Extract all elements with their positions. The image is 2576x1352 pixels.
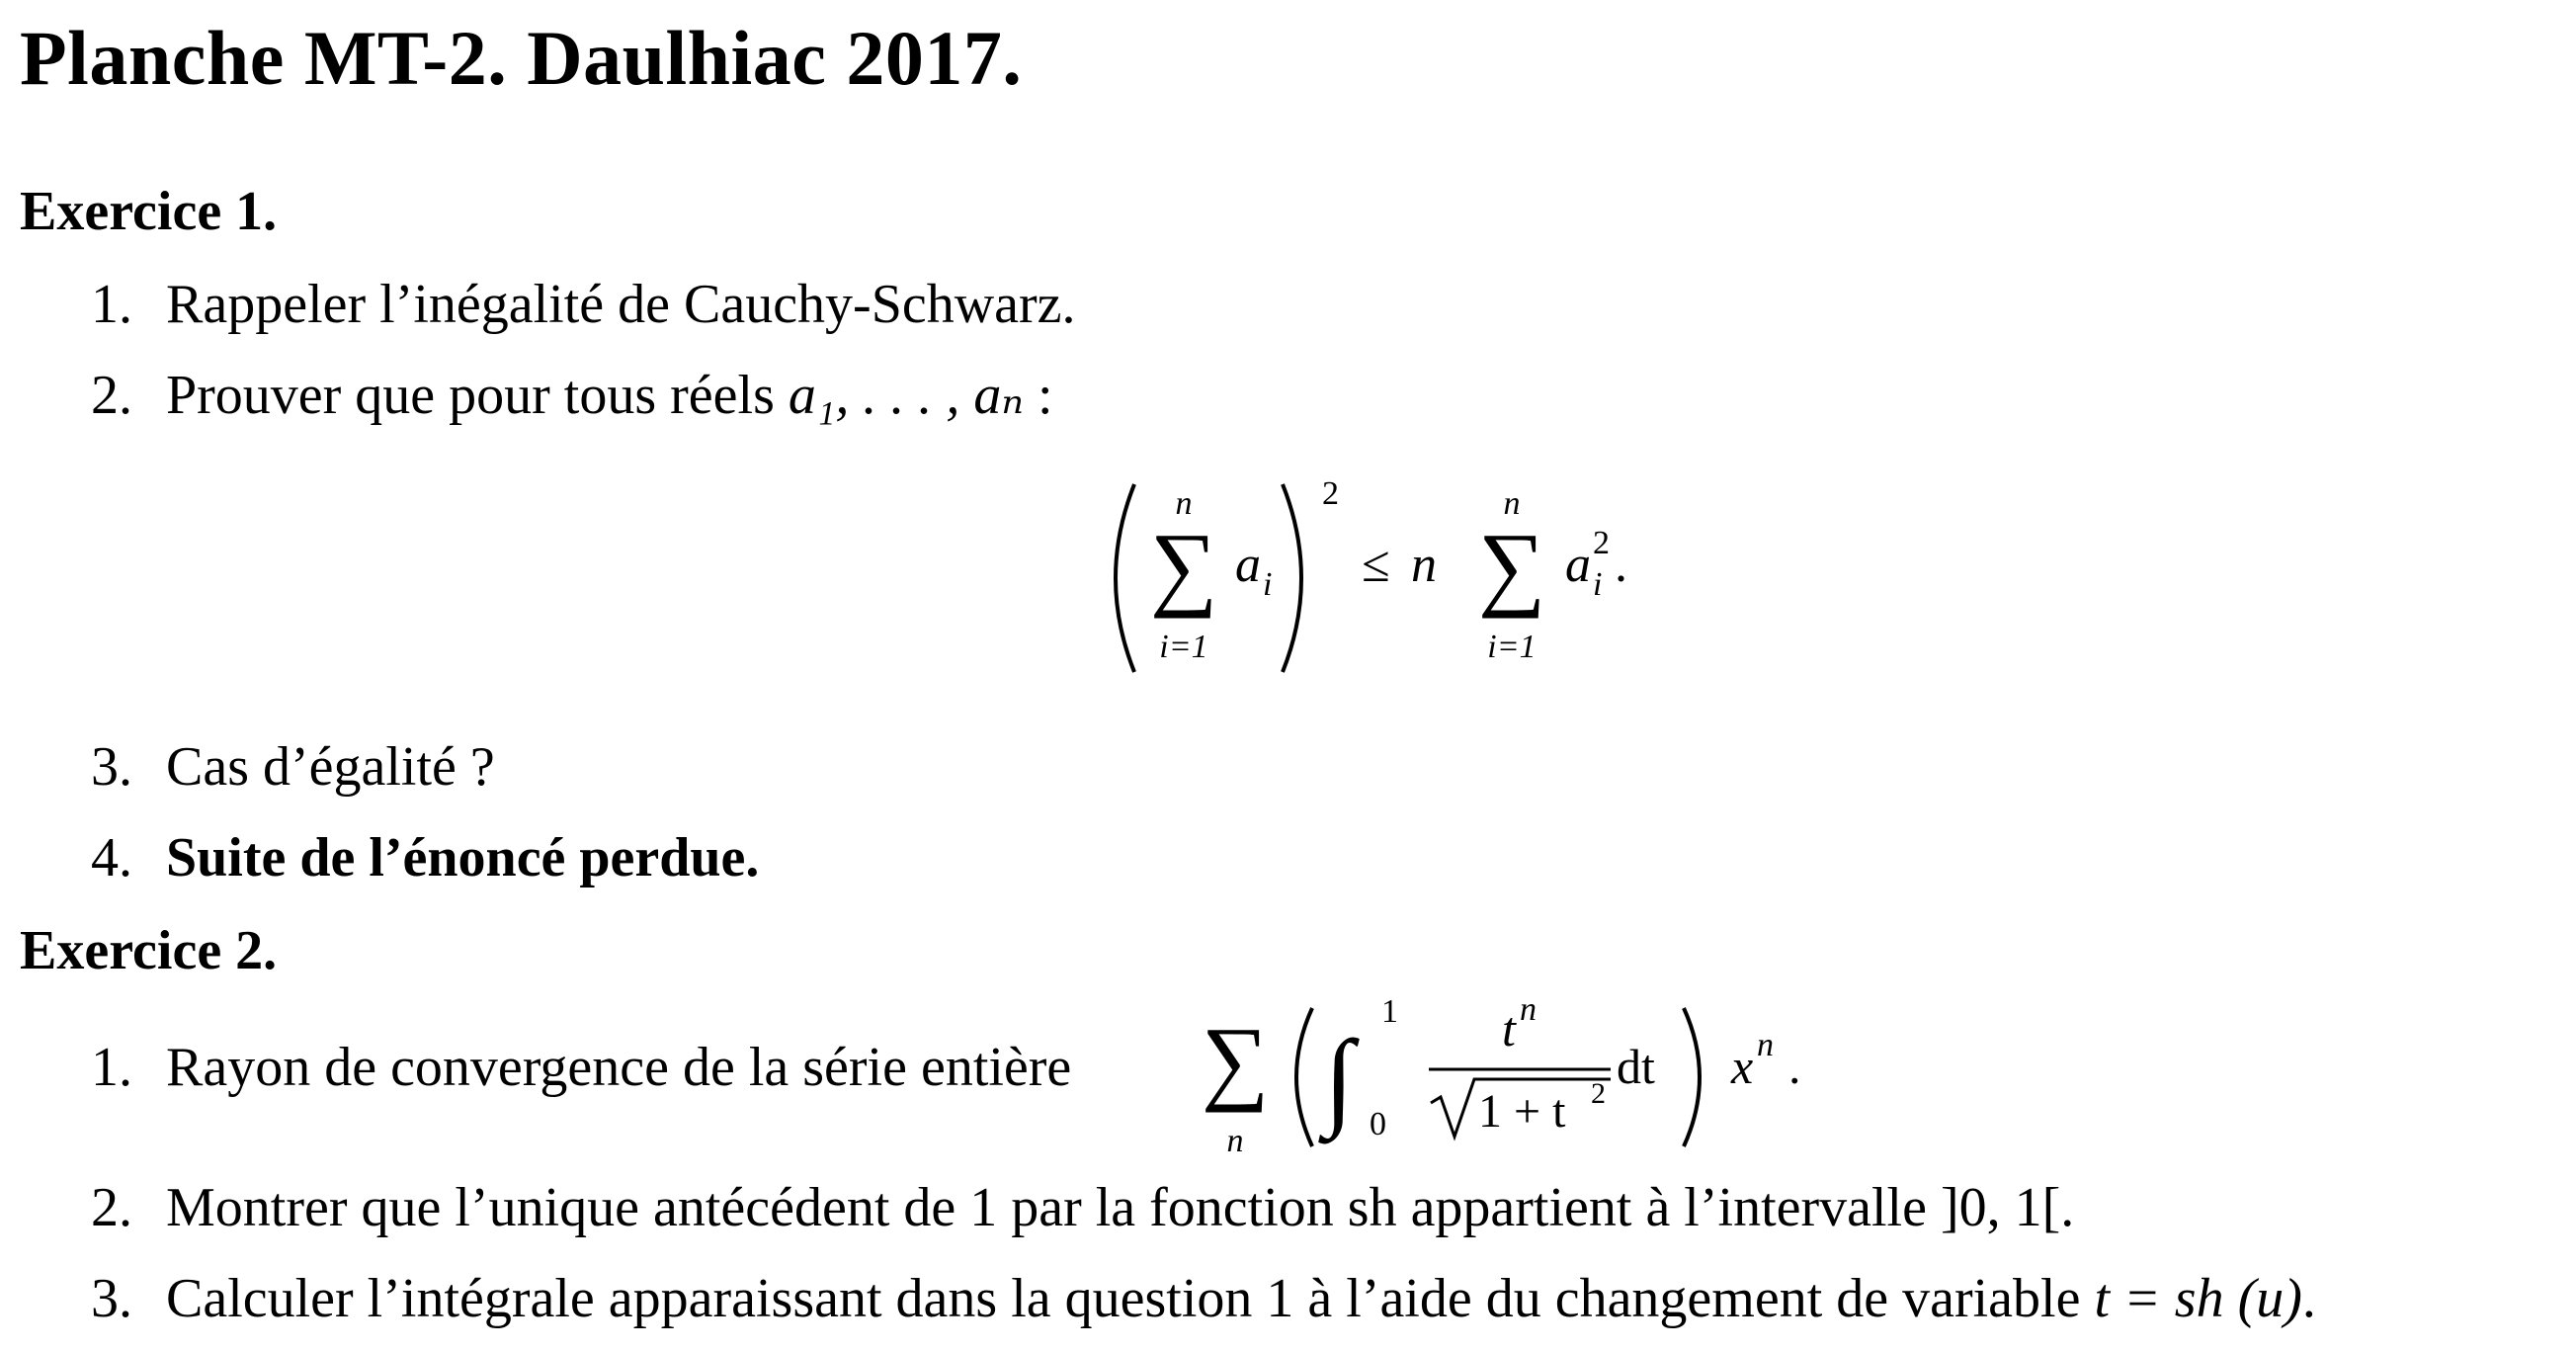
lhs-term-sub: i [1263,566,1273,603]
fraction-numerator-sup: n [1520,991,1537,1028]
integral-lower: 0 [1370,1106,1386,1142]
integral-upper: 1 [1381,993,1398,1030]
exercise-2-item-1 [91,1037,1072,1098]
right-parenthesis [1283,484,1301,672]
exercise-2-item-3 [91,1268,2316,1329]
item-number: 3. [91,736,132,798]
item-number: 1. [91,1037,132,1098]
item-text: Rappeler l’inégalité de Cauchy-Schwarz. [166,274,1076,335]
item-text-end: . [2301,1268,2316,1329]
lhs-exponent: 2 [1322,475,1339,512]
rhs-term: a [1565,537,1591,593]
lhs-term: a [1235,537,1261,593]
series-sigma: ∑ [1201,1007,1270,1113]
item-text: Rayon de convergence de la série entière [166,1037,1072,1098]
rhs-factor: n [1411,537,1437,593]
lhs-sigma: ∑ [1149,513,1218,619]
exercise-2-item-2 [91,1177,2075,1238]
fraction-numerator: t [1502,1001,1516,1056]
item-text: Cas d’égalité ? [166,736,495,798]
item-number: 2. [91,1177,132,1238]
fraction-denominator-sup: 2 [1591,1077,1606,1110]
item-number: 2. [91,365,132,426]
equation-end: . [1615,537,1627,593]
exercise-2-heading: Exercice 2. [20,920,278,981]
rhs-sigma: ∑ [1477,513,1546,619]
series-end: . [1788,1039,1801,1094]
item-text: Calculer l’intégrale apparaissant dans la question 1 à l’aide du changement de variable [166,1268,2095,1329]
substitution-math: t = sh (u) [2094,1268,2302,1329]
exercise-1-item-2 [91,365,1053,426]
item-text: Prouver que pour tous réels [166,365,789,426]
rhs-sum-lower: i=1 [1487,629,1537,665]
sequence-math: a₁, . . . , aₙ [788,365,1025,426]
power-series-formula [1186,978,1838,1166]
rhs-sum-upper: n [1503,485,1521,522]
integral-sign: ∫ [1324,1018,1355,1139]
item-text: Suite de l’énoncé perdue. [166,827,760,888]
exercise-1-heading: Exercice 1. [20,181,278,242]
exercise-1-item-1 [91,274,1076,335]
series-sum-index: n [1226,1123,1244,1159]
fraction-denominator: 1 + t [1478,1085,1566,1138]
page-title: Planche MT-2. Daulhiac 2017. [20,15,1023,101]
item-text: Montrer que l’unique antécédent de 1 par la fonction sh appartient à l’intervalle ]0, 1[. [166,1177,2075,1238]
lhs-sum-lower: i=1 [1159,629,1208,665]
item-number: 3. [91,1268,132,1329]
left-parenthesis [1116,484,1134,672]
rhs-term-sup: 2 [1593,525,1610,561]
cauchy-schwarz-equation [1097,465,1690,692]
differential: dt [1617,1039,1655,1094]
rhs-term-sub: i [1593,566,1603,603]
item-number: 1. [91,274,132,335]
relation-symbol: ≤ [1362,537,1390,593]
item-text-end: : [1024,365,1053,426]
exercise-1-item-4 [91,827,760,888]
item-number: 4. [91,827,132,888]
exercise-1-item-3 [91,736,495,798]
series-factor: x [1731,1039,1754,1094]
series-right-parenthesis [1684,1008,1700,1146]
series-left-parenthesis [1296,1008,1312,1146]
lhs-sum-upper: n [1175,485,1193,522]
series-factor-sup: n [1757,1027,1774,1063]
